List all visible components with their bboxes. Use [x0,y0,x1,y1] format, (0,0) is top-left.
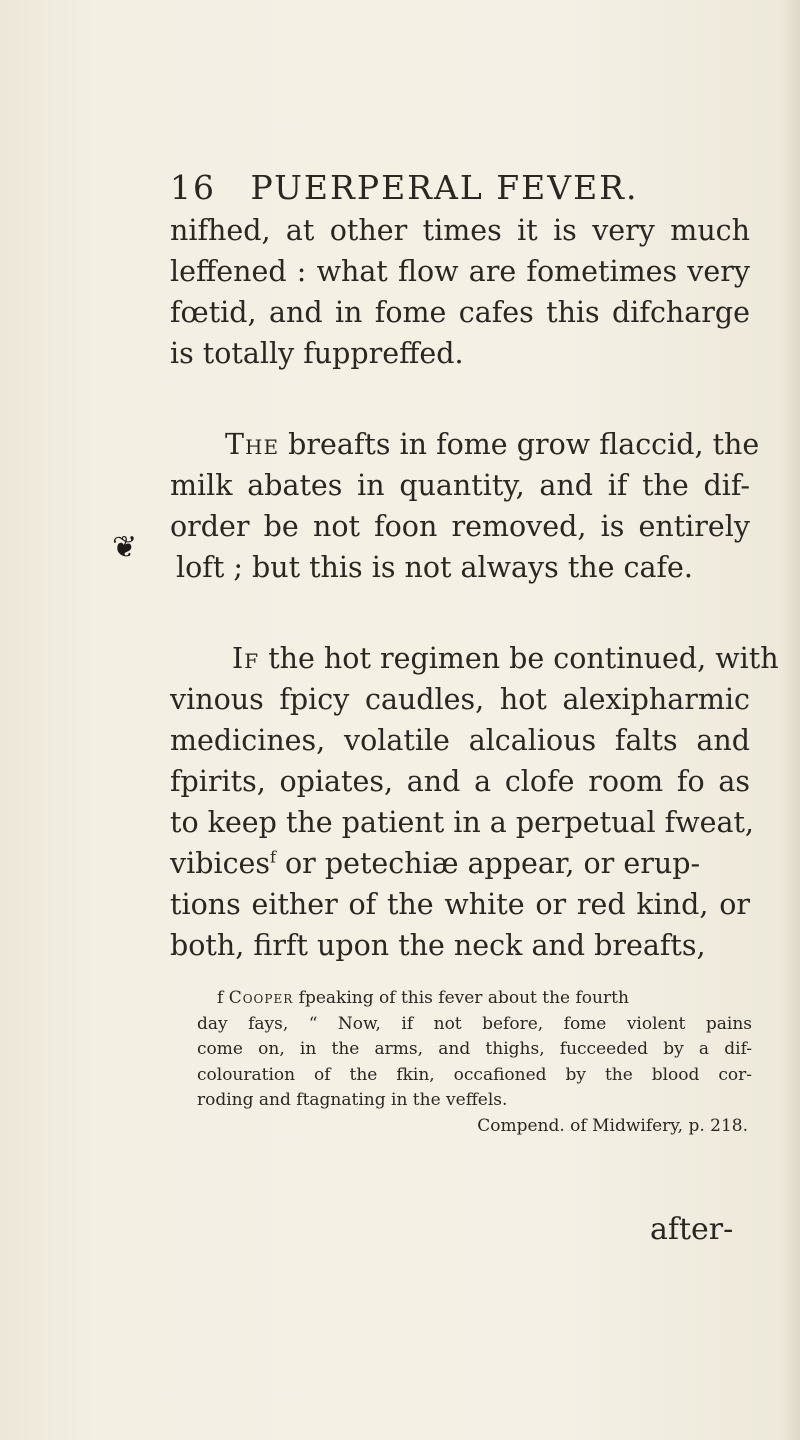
paragraph3-line: fpirits, opiates, and a clofe room fo as [170,765,750,798]
page-edge-shadow [782,0,800,1440]
paragraph2-line: loft ; but this is not always the cafe. [176,551,693,584]
paragraph1-line: fœtid, and in fome cafes this difcharge [170,296,750,329]
paragraph1-line: nifhed, at other times it is very much [170,214,750,247]
main-text [170,210,779,966]
paragraph1-line: is totally fuppreffed. [170,337,464,370]
vibices-word: vibices [170,847,271,880]
footnote-line: roding and ftagnating in the veffels. [197,1090,508,1110]
footnote-marker: f [217,988,224,1008]
page-number: 16 [170,168,216,207]
margin-mark: ❦ [112,530,138,565]
paragraph3-line: vinous fpicy caudles, hot alexipharmic [170,683,750,716]
footnote-marker: f [270,847,276,867]
paragraph2-first-line [170,424,760,465]
footnote-line: come on, in the arms, and thighs, fucceeded by a dif- [197,1039,752,1059]
footnote [197,986,752,1139]
paragraph3-line: to keep the patient in a perpetual fweat, [170,806,754,839]
paragraph2-lead: The [225,428,280,461]
footnote-first-line [197,986,752,1012]
footnote-line: day fays, “ Now, if not before, fome violent pains [197,1013,752,1034]
catchword: after- [650,1212,734,1247]
paragraph2-line: milk abates in quantity, and if the dif- [170,469,750,502]
paragraph1-line: leffened : what flow are fometimes very [170,255,750,288]
paragraph2-line: breafts in fome grow flaccid, the [279,428,760,461]
footnote-reference: Compend. of Midwifery, p. 218. [477,1115,748,1136]
paragraph3-lead: If [232,642,260,675]
paragraph3-line: tions either of the white or red kind, or [170,888,750,921]
paragraph3-line: medicines, volatile alcalious falts and [170,724,750,757]
paragraph3-vibices-line [170,843,750,884]
footnote-line: colouration of the fkin, occafioned by the blood cor- [197,1064,752,1085]
running-header [170,168,750,207]
paragraph3-line: both, firft upon the neck and breafts, [170,929,706,962]
footnote-author: Cooper [228,988,294,1008]
paragraph2-line: order be not foon removed, is entirely [170,510,750,543]
paragraph3-line: the hot regimen be continued, with [259,642,779,675]
running-title: PUERPERAL FEVER. [250,168,639,207]
footnote-line: fpeaking of this fever about the fourth [293,988,629,1008]
paragraph3-first-line [170,638,779,679]
paragraph3-line: or petechiæ appear, or erup- [275,847,701,880]
